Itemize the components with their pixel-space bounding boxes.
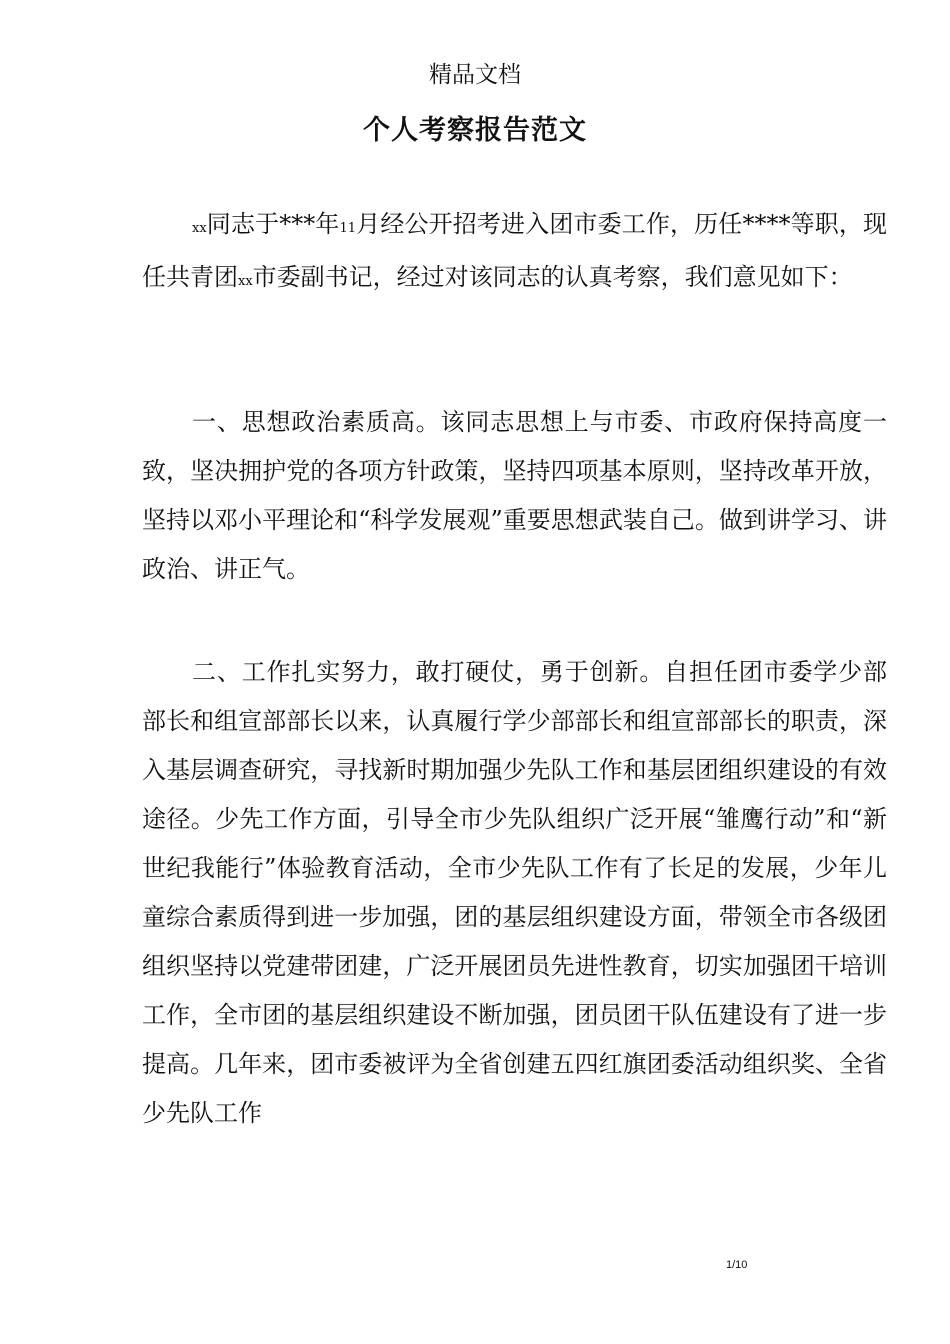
paragraph-political-quality: 一、思想政治素质高。该同志思想上与市委、市政府保持高度一致，坚决拥护党的各项方针政策，坚持四项基本原则，坚持改革开放，坚持以邓小平理论和“科学发展观”重要思想武装自己。做到讲学习、讲政治、讲正气。 bbox=[142, 408, 887, 583]
page-number: 1/10 bbox=[726, 1259, 748, 1271]
intro-text-1: 同志于***年 bbox=[206, 210, 340, 238]
month-number: 11 bbox=[339, 221, 357, 236]
placeholder-name: xx bbox=[192, 221, 207, 236]
paragraph-intro bbox=[142, 200, 887, 306]
header-label: 精品文档 bbox=[429, 62, 521, 88]
intro-text-3: 市委副书记，经过对该同志的认真考察，我们意见如下： bbox=[252, 263, 853, 291]
document-title: 个人考察报告范文 bbox=[363, 115, 587, 146]
placeholder-city: xx bbox=[238, 274, 253, 289]
intro-text-2: 月经公开招考进入团市委工作，历任****等职，现任共青团 bbox=[142, 210, 888, 291]
paragraph-work-performance: 二、工作扎实努力，敢打硬仗，勇于创新。自担任团市委学少部部长和组宣部部长以来，认真履行学少部部长和组宣部部长的职责，深入基层调查研究，寻找新时期加强少先队工作和基层团组织建设的有效途径。少先工作方面，引导全市少先队组织广泛开展“雏鹰行动”和“新世纪我能行”体验教育活动，全市少先队工作有了长足的发展，少年儿童综合素质得到进一步加强，团的基层组织建设方面，带领全市各级团组织坚持以党建带团建，广泛开展团员先进性教育，切实加强团干培训工作，全市团的基层组织建设不断加强，团员团干队伍建设有了进一步提高。几年来，团市委被评为全省创建五四红旗团委活动组织奖、全省少先队工作 bbox=[142, 658, 887, 1127]
